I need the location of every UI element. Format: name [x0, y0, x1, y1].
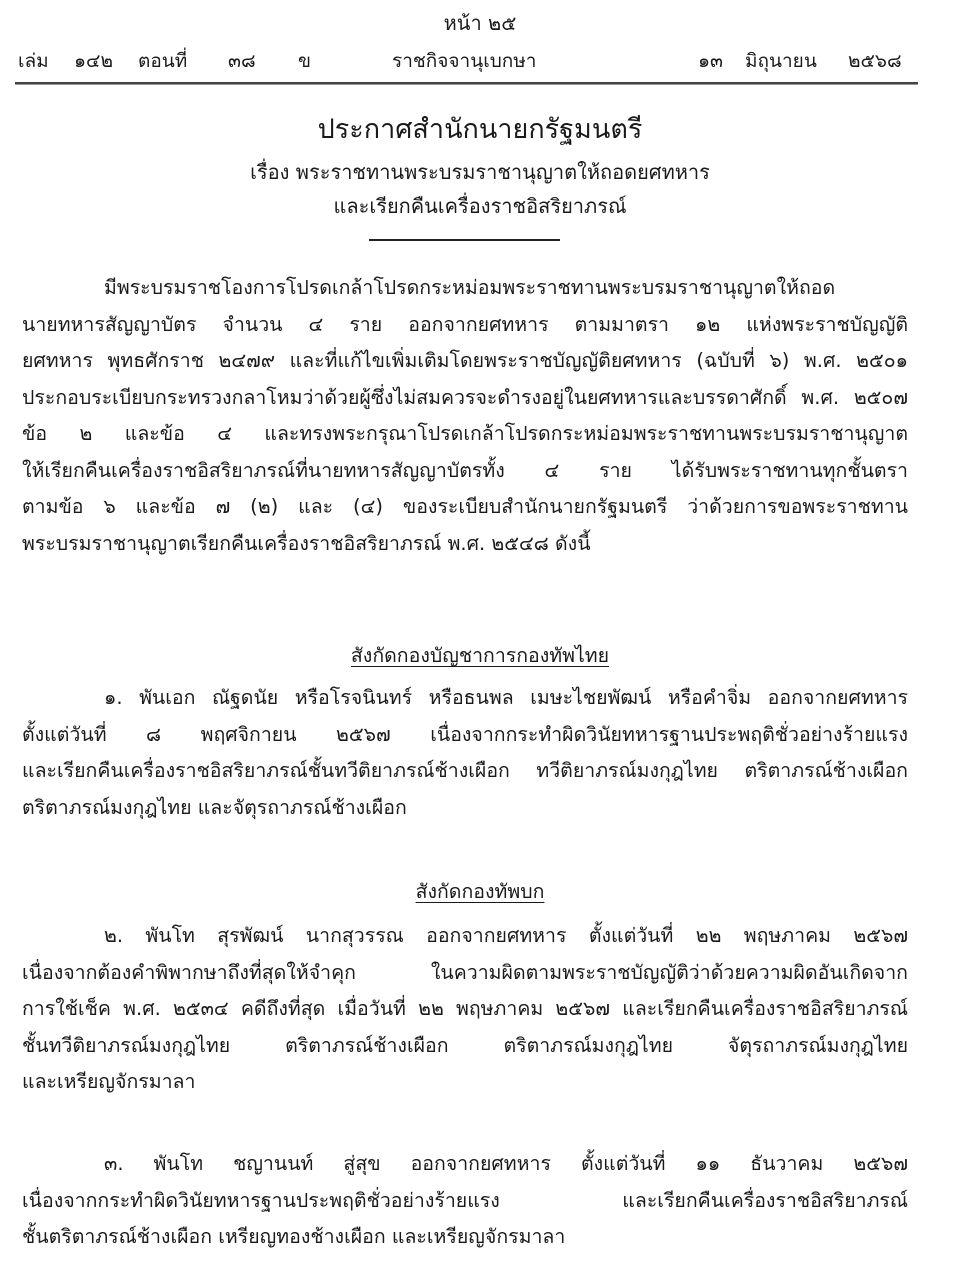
- text-line: และเรียกคืนเครื่องราชอิสริยาภรณ์ชั้นทวีติยาภรณ์ช้างเผือก ทวีติยาภรณ์มงกุฎไทย ตริตาภรณ์ช้างเผือก: [22, 759, 908, 782]
- text-line: ชั้นทวีติยาภรณ์มงกุฎไทย ตริตาภรณ์ช้างเผือก ตริตาภรณ์มงกุฎไทย จัตุรถาภรณ์มงกุฎไทย: [22, 1033, 908, 1057]
- document-title: ประกาศสำนักนายกรัฐมนตรี: [317, 114, 643, 145]
- text-line: ตริตาภรณ์มงกุฎไทย และจัตุรถาภรณ์ช้างเผือก: [22, 795, 407, 819]
- page-number: หน้า ๒๕: [443, 11, 517, 35]
- text-line: เนื่องจากกระทำผิดวินัยทหารฐานประพฤติชั่วอย่างร้ายแรง และเรียกคืนเครื่องราชอิสริยาภรณ์: [22, 1188, 908, 1212]
- text-line: ข้อ ๒ และข้อ ๔ และทรงพระกรุณาโปรดเกล้าโปรดกระหม่อมพระราชทานพระบรมราชานุญาต: [22, 422, 908, 445]
- date-day: ๑๓: [698, 50, 724, 72]
- section-number: ๓๘: [228, 50, 256, 72]
- section-type: ข: [298, 50, 311, 72]
- text-line: และเหรียญจักรมาลา: [22, 1070, 196, 1093]
- intro-paragraph: [22, 270, 908, 562]
- date-year: ๒๕๖๘: [848, 50, 902, 72]
- text-line: นายทหารสัญญาบัตร จำนวน ๔ ราย ออกจากยศทหาร ตามมาตรา ๑๒ แห่งพระราชบัญญัติ: [22, 312, 908, 336]
- text-line: เนื่องจากต้องคำพิพากษาถึงที่สุดให้จำคุก ในความผิดตามพระราชบัญญัติว่าด้วยความผิดอันเกิดจาก: [22, 960, 908, 984]
- text-line: ๓. พันโท ชญานนท์ สู่สุข ออกจากยศทหาร ตั้งแต่วันที่ ๑๑ ธันวาคม ๒๕๖๗: [104, 1152, 908, 1175]
- subject-line-2: และเรียกคืนเครื่องราชอิสริยาภรณ์: [333, 194, 627, 218]
- subject-line-1: เรื่อง พระราชทานพระบรมราชานุญาตให้ถอดยศทหาร: [250, 160, 710, 184]
- header-divider: [15, 82, 918, 85]
- text-line: ยศทหาร พุทธศักราช ๒๔๗๙ และที่แก้ไขเพิ่มเติมโดยพระราชบัญญัติยศทหาร (ฉบับที่ ๖) พ.ศ. ๒๕๐๑: [22, 349, 908, 372]
- gazette-header: [18, 44, 918, 78]
- section-label: ตอนที่: [138, 50, 188, 72]
- section-heading: สังกัดกองทัพบก: [415, 880, 545, 903]
- list-item: [22, 680, 908, 826]
- text-line: ประกอบระเบียบกระทรวงกลาโหมว่าด้วยผู้ซึ่งไม่สมควรจะดำรงอยู่ในยศทหารและบรรดาศักดิ์ พ.ศ. ๒๕๐๗: [22, 385, 908, 409]
- text-line: ๒. พันโท สุรพัฒน์ นากสุวรรณ ออกจากยศทหาร ตั้งแต่วันที่ ๒๒ พฤษภาคม ๒๕๖๗: [104, 924, 908, 947]
- title-divider: [369, 239, 560, 241]
- section-heading: สังกัดกองบัญชาการกองทัพไทย: [350, 644, 610, 667]
- document-subject: [0, 155, 960, 223]
- volume-number: ๑๔๒: [74, 50, 113, 72]
- text-line: มีพระบรมราชโองการโปรดเกล้าโปรดกระหม่อมพระราชทานพระบรมราชานุญาตให้ถอด: [104, 276, 836, 299]
- gazette-name: ราชกิจจานุเบกษา: [392, 50, 537, 72]
- date-month: มิถุนายน: [745, 50, 817, 72]
- volume-label: เล่ม: [18, 50, 49, 72]
- text-line: ๑. พันเอก ณัฐดนัย หรือโรจนินทร์ หรือธนพล เมษะไชยพัฒน์ หรือคำจิ่ม ออกจากยศทหาร: [104, 686, 908, 709]
- list-item: [22, 1146, 908, 1256]
- text-line: พระบรมราชานุญาตเรียกคืนเครื่องราชอิสริยาภรณ์ พ.ศ. ๒๕๔๘ ดังนี้: [22, 531, 591, 555]
- list-item: [22, 918, 908, 1101]
- text-line: ตั้งแต่วันที่ ๘ พฤศจิกายน ๒๕๖๗ เนื่องจากกระทำผิดวินัยทหารฐานประพฤติชั่วอย่างร้ายแรง: [22, 722, 908, 746]
- text-line: ชั้นตริตาภรณ์ช้างเผือก เหรียญทองช้างเผือก และเหรียญจักรมาลา: [22, 1225, 566, 1248]
- text-line: ให้เรียกคืนเครื่องราชอิสริยาภรณ์ที่นายทหารสัญญาบัตรทั้ง ๔ ราย ได้รับพระราชทานทุกชั้นตรา: [22, 458, 908, 482]
- text-line: ตามข้อ ๖ และข้อ ๗ (๒) และ (๔) ของระเบียบสำนักนายกรัฐมนตรี ว่าด้วยการขอพระราชทาน: [22, 495, 908, 518]
- text-line: การใช้เช็ค พ.ศ. ๒๕๓๔ คดีถึงที่สุด เมื่อวันที่ ๒๒ พฤษภาคม ๒๕๖๗ และเรียกคืนเครื่องราชอิสริยาภรณ์: [22, 997, 908, 1020]
